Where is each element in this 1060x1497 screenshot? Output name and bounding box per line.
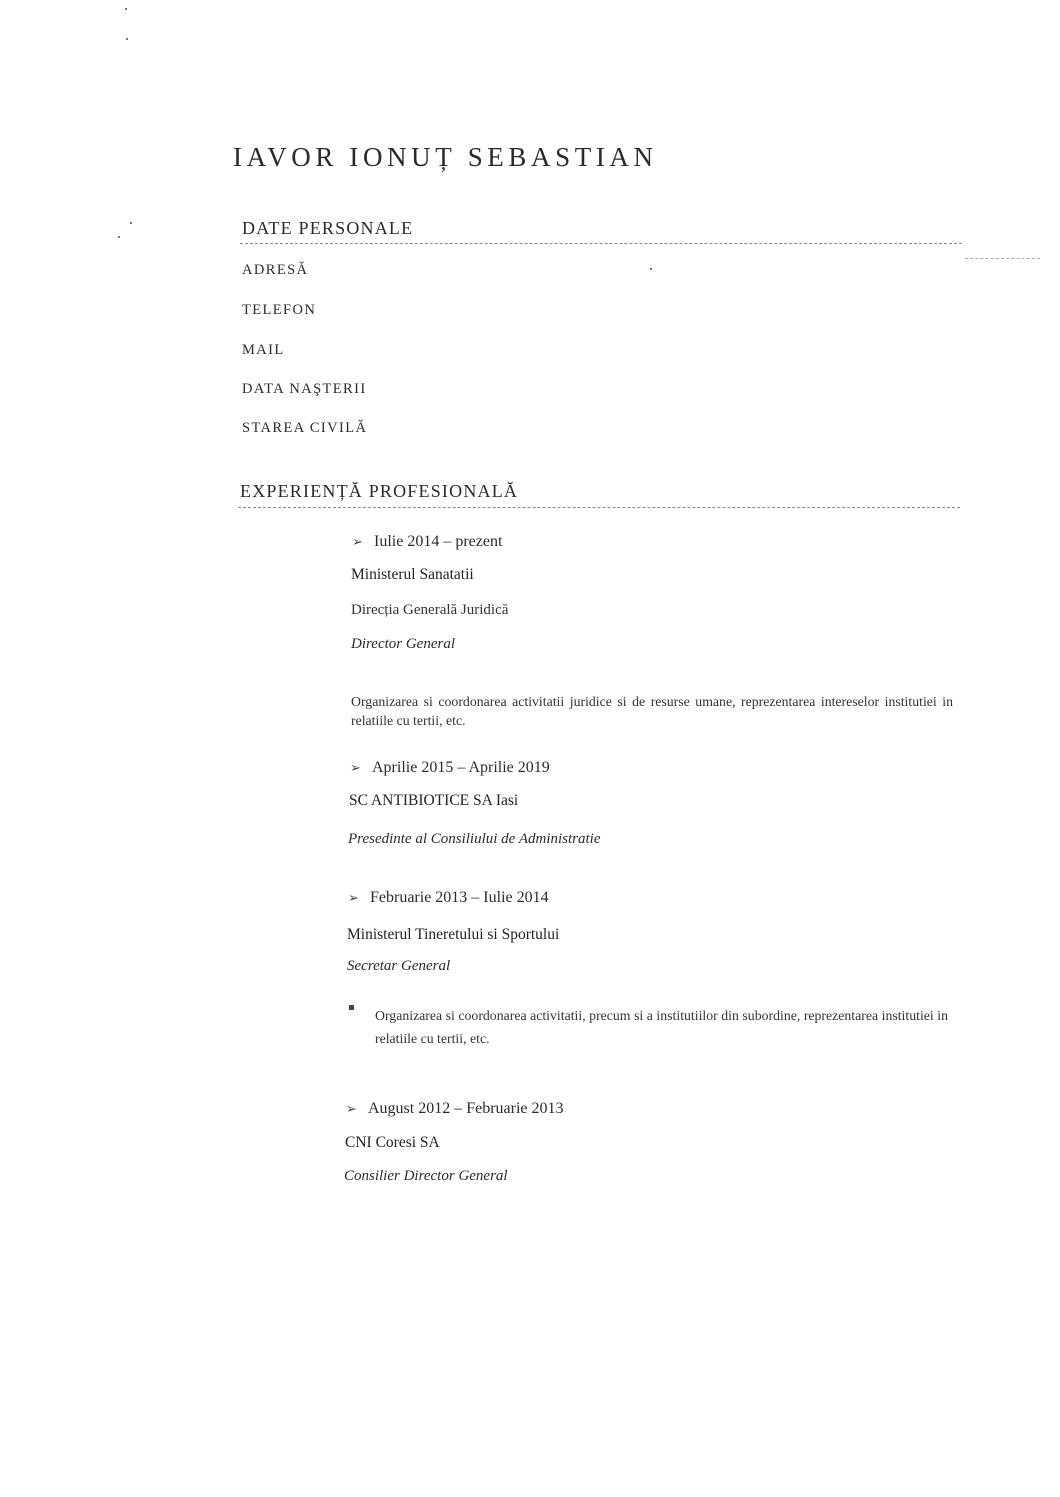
- label-address: ADRESĂ: [242, 262, 309, 278]
- arrow-bullet-icon: ➢: [352, 534, 363, 549]
- entry-organization: SC ANTIBIOTICE SA Iasi: [349, 792, 519, 809]
- arrow-bullet-icon: ➢: [346, 1101, 357, 1116]
- entry-role: Secretar General: [347, 958, 451, 974]
- entry-department: Direcția Generală Juridică: [351, 602, 509, 618]
- entry-organization: CNI Coresi SA: [345, 1134, 440, 1151]
- scan-speck: [130, 222, 132, 224]
- entry-description: Organizarea si coordonarea activitatii, precum si a institutiilor din subordine, reprezentarea institutiei in relatiile cu tertii, etc.: [375, 1008, 948, 1046]
- entry-organization: Ministerul Sanatatii: [351, 566, 474, 583]
- entry-date: ➢ Iulie 2014 – prezent: [352, 533, 503, 550]
- section-divider: [238, 507, 960, 508]
- entry-role: Director General: [351, 636, 456, 652]
- entry-description: Organizarea si coordonarea activitatii juridice si de resurse umane, reprezentarea intereselor institutiei in relatiile cu tertii, etc.: [351, 694, 953, 728]
- candidate-name: IAVOR IONUȚ SEBASTIAN: [233, 142, 658, 172]
- section-divider: [240, 243, 962, 244]
- arrow-bullet-icon: ➢: [348, 890, 359, 905]
- scan-speck: [118, 236, 120, 238]
- square-bullet-icon: [349, 1005, 354, 1010]
- label-mail: MAIL: [242, 342, 285, 358]
- personal-data-heading: DATE PERSONALE: [242, 218, 414, 238]
- label-civil-status: STAREA CIVILĂ: [242, 420, 368, 436]
- entry-role: Presedinte al Consiliului de Administratie: [348, 831, 601, 847]
- scan-speck: [125, 8, 127, 10]
- scan-speck: [650, 268, 652, 270]
- label-birth-date: DATA NAŞTERII: [242, 381, 367, 397]
- entry-role: Consilier Director General: [344, 1168, 508, 1184]
- arrow-bullet-icon: ➢: [350, 760, 361, 775]
- entry-date: ➢ Aprilie 2015 – Aprilie 2019: [350, 759, 550, 776]
- entry-date: ➢ Februarie 2013 – Iulie 2014: [348, 889, 549, 906]
- entry-date: ➢ August 2012 – Februarie 2013: [346, 1100, 564, 1117]
- section-divider: [965, 258, 1040, 259]
- scan-speck: [126, 38, 128, 40]
- experience-heading: EXPERIENȚĂ PROFESIONALĂ: [240, 481, 519, 501]
- entry-organization: Ministerul Tineretului si Sportului: [347, 926, 560, 943]
- label-phone: TELEFON: [242, 302, 317, 318]
